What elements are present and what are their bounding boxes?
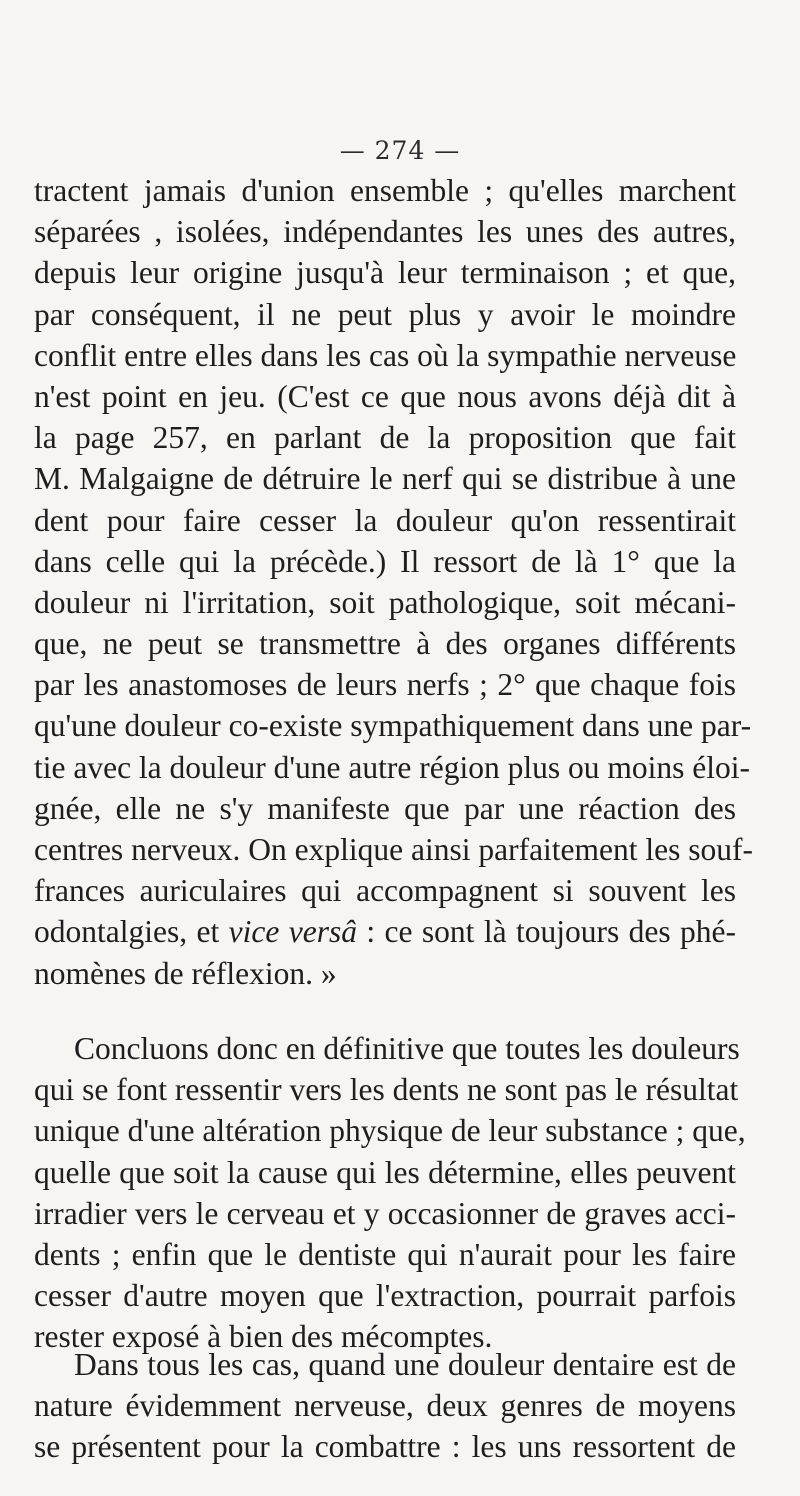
text-line: M. Malgaigne de détruire le nerf qui se distribue à une [34,461,736,497]
text-line: Dans tous les cas, quand une douleur dentaire est de [74,1347,736,1382]
text-line: nomènes de réflexion. » [34,955,337,991]
text-line: dent pour faire cesser la douleur qu'on ressentirait [34,502,736,538]
paragraph-2 [34,1028,746,1358]
text-line: irradier vers le cerveau et y occasionner de graves acci- [34,1195,736,1231]
paragraph-1 [34,170,753,994]
text-line: douleur ni l'irritation, soit pathologique, soit mécani- [34,584,736,620]
text-line: conflit entre elles dans les cas où la sympathie nerveuse [34,337,737,373]
text-line: tie avec la douleur d'une autre région plus ou moins éloi- [34,749,750,785]
text-line: cesser d'autre moyen que l'extraction, pourrait parfois [34,1278,736,1314]
text-line: rester exposé à bien des mécomptes. [34,1319,493,1355]
text-line: n'est point en jeu. (C'est ce que nous avons déjà dit à [34,378,736,414]
text-line: centres nerveux. On explique ainsi parfaitement les souf- [34,832,753,867]
text-line: séparées , isolées, indépendantes les unes des autres, [34,214,736,250]
text-line: que, ne peut se transmettre à des organes différents [34,626,736,662]
text-line: odontalgies, et vice versâ : ce sont là toujours des phé- [34,914,737,950]
text-line: nature évidemment nerveuse, deux genres de moyens [34,1388,736,1424]
page-number: — 274 — [339,136,461,165]
text-line: dans celle qui la précède.) Il ressort de là 1° que la [34,543,736,579]
text-line: qu'une douleur co-existe sympathiquement dans une par- [34,708,752,744]
text-line: gnée, elle ne s'y manifeste que par une réaction des [34,790,736,826]
text-line: depuis leur origine jusqu'à leur terminaison ; et que, [34,255,736,291]
text-line: par conséquent, il ne peut plus y avoir le moindre [34,296,736,332]
text-line: par les anastomoses de leurs nerfs ; 2° que chaque fois [34,667,736,703]
text-line: tractent jamais d'union ensemble ; qu'elles marchent [34,173,736,208]
text-line: quelle que soit la cause qui les détermine, elles peuvent [34,1154,736,1190]
text-line: dents ; enfin que le dentiste qui n'aurait pour les faire [34,1236,736,1272]
text-line: la page 257, en parlant de la proposition que fait [34,420,736,456]
paragraph-3 [34,1344,736,1468]
text-line: unique d'une altération physique de leur substance ; que, [34,1113,746,1149]
text-line: se présentent pour la combattre : les uns ressortent de [34,1429,736,1465]
text-line: qui se font ressentir vers les dents ne sont pas le résultat [34,1072,739,1108]
text-line: Concluons donc en définitive que toutes les douleurs [74,1031,740,1066]
text-line: frances auriculaires qui accompagnent si souvent les [34,873,736,909]
